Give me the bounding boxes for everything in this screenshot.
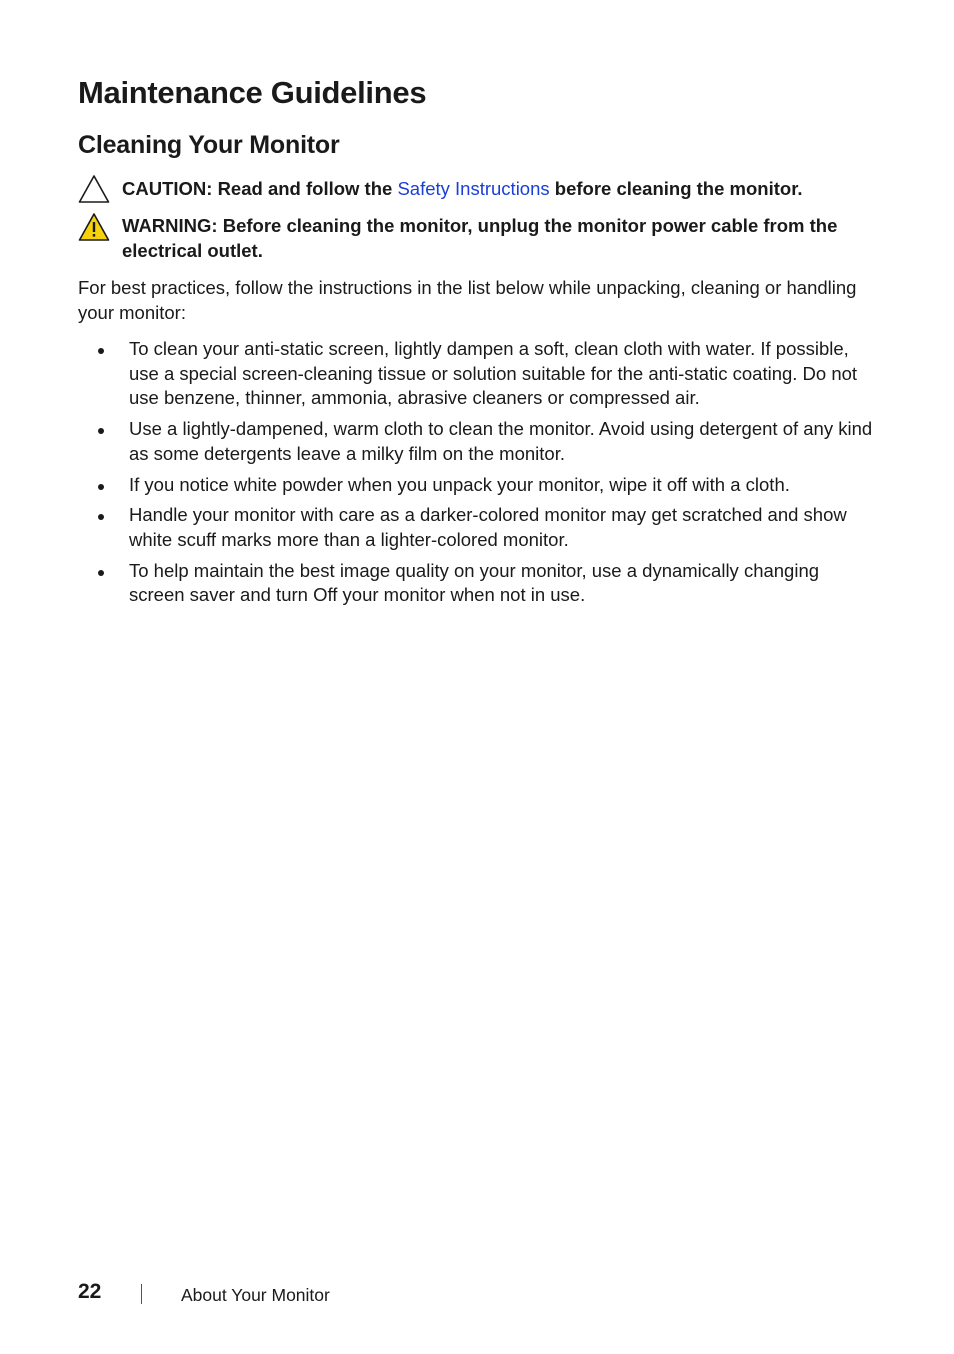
list-item: [78, 337, 878, 411]
caution-notice: [78, 176, 878, 201]
warning-notice: [78, 213, 878, 263]
intro-paragraph: For best practices, follow the instructions in the list below while unpacking, cleaning or handling your monitor:: [78, 277, 857, 323]
bullet-icon: [98, 428, 104, 434]
list-item-text: To clean your anti-static screen, lightly dampen a soft, clean cloth with water. If possible, use a special screen-cleaning tissue or solution suitable for the anti-static coating. Do not use benzene, thinner, ammonia, abrasive cleaners or compressed air.: [129, 338, 858, 409]
list-item-text: Handle your monitor with care as a darker-colored monitor may get scratched and show white scuff marks more than a lighter-colored monitor.: [129, 504, 847, 550]
bullet-icon: [98, 514, 104, 520]
page-content: [78, 72, 878, 614]
bullet-icon: [98, 484, 104, 490]
caution-triangle-icon: [78, 174, 110, 204]
bullet-icon: [98, 570, 104, 576]
warning-triangle-icon: [78, 212, 110, 242]
list-item: [78, 473, 878, 498]
cleaning-instructions-list: [78, 337, 878, 608]
caution-label: CAUTION: Read and follow the: [122, 178, 393, 199]
section-title: Cleaning Your Monitor: [78, 131, 340, 159]
page-number: 22: [78, 1280, 102, 1303]
bullet-icon: [98, 348, 104, 354]
list-item-text: If you notice white powder when you unpack your monitor, wipe it off with a cloth.: [129, 473, 790, 495]
footer-divider: [141, 1284, 142, 1304]
list-item: [78, 503, 878, 552]
list-item-text: Use a lightly-dampened, warm cloth to clean the monitor. Avoid using detergent of any kind as some detergents leave a milky film on the monitor.: [129, 418, 873, 464]
list-item: [78, 559, 878, 608]
page-footer: [78, 1280, 578, 1310]
warning-text: WARNING: Before cleaning the monitor, unplug the monitor power cable from the electrical outlet.: [122, 215, 838, 261]
list-item: [78, 417, 878, 466]
safety-instructions-link[interactable]: Safety Instructions: [397, 178, 550, 199]
caution-suffix: before cleaning the monitor.: [554, 178, 803, 199]
chapter-title: About Your Monitor: [181, 1285, 330, 1305]
list-item-text: To help maintain the best image quality on your monitor, use a dynamically changing screen saver and turn Off your monitor when not in use.: [129, 559, 820, 606]
page-title: Maintenance Guidelines: [78, 75, 427, 110]
